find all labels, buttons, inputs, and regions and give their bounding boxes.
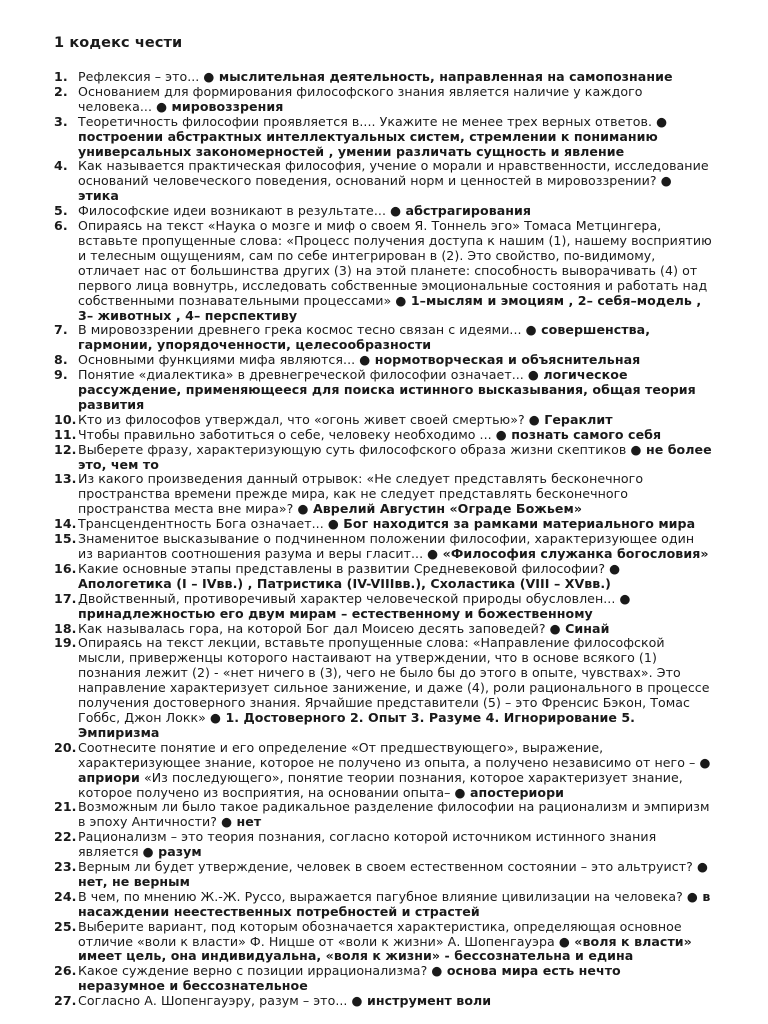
- question-number: 27.: [54, 993, 77, 1009]
- question-item: [54, 592, 712, 622]
- question-number: 7.: [54, 322, 68, 338]
- question-number: 10.: [54, 411, 77, 427]
- question-item: [54, 562, 712, 592]
- question-item: [54, 353, 712, 368]
- answer-text: ● «Философия служанка богословия»: [427, 546, 709, 561]
- question-text: Двойственный, противоречивый характер человеческой природы обусловлен...: [78, 590, 620, 606]
- question-item: [54, 920, 712, 965]
- question-list: [54, 70, 712, 1009]
- question-text: Трансцендентность Бога означает...: [78, 516, 328, 532]
- question-number: 4.: [54, 158, 68, 174]
- question-text: Кто из философов утверждал, что «огонь живет своей смертью»?: [78, 411, 529, 427]
- question-item: [54, 85, 712, 115]
- question-number: 2.: [54, 83, 68, 99]
- question-text: Соотнесите понятие и его определение «От предшествующего», выражение, характеризующее знание, которое не получено из опыта, а получено независимо от него –: [78, 739, 700, 770]
- answer-text: ● познать самого себя: [495, 426, 662, 442]
- question-item: [54, 159, 712, 204]
- answer-text: ● Аврелий Августин «Ограде Божьем»: [297, 501, 582, 517]
- answer-text: ● принадлежностью его двум мирам – естественному и божественному: [78, 590, 631, 621]
- question-item: [54, 413, 712, 428]
- answer-text: ● совершенства, гармонии, упорядоченности, целесообразности: [78, 322, 651, 353]
- question-text: В мировоззрении древнего грека космос тесно связан с идеями...: [78, 322, 526, 338]
- answer-text: ● в насаждении неестественных потребностей и страстей: [78, 888, 711, 919]
- answer-text: ● основа мира есть нечто неразумное и бессознательное: [78, 963, 621, 994]
- question-text: «Из последующего», понятие теории познания, которое характеризует знание, которое получено из восприятия, на основании опыта–: [78, 769, 683, 800]
- question-number: 13.: [54, 471, 77, 487]
- question-text: Чтобы правильно заботиться о себе, человеку необходимо ...: [78, 426, 496, 442]
- question-text: Философские идеи возникают в результате...: [78, 203, 391, 219]
- question-item: [54, 800, 712, 830]
- question-item: [54, 70, 712, 85]
- question-item: [54, 622, 712, 637]
- answer-text: ● априори: [78, 754, 711, 785]
- question-number: 20.: [54, 739, 77, 755]
- answer-text: ● «воля к власти» имеет цель, она индивидуальна, «воля к жизни» - бессознательна и едина: [78, 933, 692, 964]
- answer-text: ● инструмент воли: [351, 993, 492, 1009]
- answer-text: ● Апологетика (I – IVвв.) , Патристика (IV-VIIIвв.), Схоластика (VIII – XVвв.): [78, 560, 621, 591]
- question-item: [54, 517, 712, 532]
- question-item: [54, 532, 712, 562]
- question-text: Знаменитое высказывание о подчиненном положении философии, характеризующее один из вариантов соотношения разума и веры гласит...: [78, 531, 695, 561]
- question-number: 19.: [54, 635, 77, 651]
- question-number: 1.: [54, 69, 68, 84]
- question-item: [54, 443, 712, 473]
- question-text: Основными функциями мифа являются...: [78, 352, 360, 368]
- answer-text: ● мировоззрения: [156, 98, 284, 114]
- question-number: 25.: [54, 918, 77, 934]
- question-text: Теоретичность философии проявляется в.... Укажите не менее трех верных ответов.: [78, 113, 657, 129]
- question-text: Рационализм – это теория познания, согласно которой источником истинного знания является: [78, 829, 657, 860]
- question-item: [54, 472, 712, 517]
- question-text: Опираясь на текст «Наука о мозге и миф о своем Я. Тоннель эго» Томаса Метцингера, вставьте пропущенные слова: «Процесс получения доступа к нашим (1), нашему восприятию и телесным ощущениям, сам по себе интегрирован в (2). Это свойство, по-видимому, отличает нас от большинства других (3) на этой планете: способность выворачивать (4) от первого лица вовнутрь, исследовать собственные эмоциональные состояния и работать над собственными познавательными процессами»: [78, 218, 712, 308]
- answer-text: ● Синай: [549, 620, 610, 636]
- answer-text: ● нет, не верным: [78, 859, 708, 889]
- question-item: [54, 219, 712, 323]
- question-item: [54, 964, 712, 994]
- question-item: [54, 741, 712, 801]
- question-number: 23.: [54, 859, 77, 875]
- answer-text: ● разум: [142, 844, 202, 860]
- question-number: 26.: [54, 963, 77, 979]
- answer-text: ● этика: [78, 173, 672, 204]
- question-item: [54, 830, 712, 860]
- question-text: Выберите вариант, под которым обозначается характеристика, определяющая основное отличие «воли к власти» Ф. Ницше от «воли к жизни» А. Шопенгауэра: [78, 918, 682, 949]
- question-number: 3.: [54, 113, 68, 129]
- question-text: Понятие «диалектика» в древнегреческой философии означает...: [78, 367, 528, 383]
- question-text: Рефлексия – это...: [78, 69, 204, 84]
- question-text: Какие основные этапы представлены в развитии Средневековой философии?: [78, 560, 610, 576]
- answer-text: ● 1. Достоверного 2. Опыт 3. Разуме 4. Игнорирование 5. Эмпиризма: [78, 709, 636, 740]
- answer-text: ● апостериори: [454, 784, 565, 800]
- question-text: Из какого произведения данный отрывок: «Не следует представлять бесконечного пространства времени прежде мира, как не следует представлять бесконечного пространства места вне мира»?: [78, 471, 644, 517]
- question-text: В чем, по мнению Ж.-Ж. Руссо, выражается пагубное влияние цивилизации на человека?: [78, 888, 687, 904]
- answer-text: ● мыслительная деятельность, направленная на самопознание: [203, 69, 673, 84]
- question-item: [54, 368, 712, 413]
- answer-text: ● Бог находится за рамками материального мира: [327, 516, 696, 532]
- question-number: 14.: [54, 516, 77, 532]
- answer-text: ● Гераклит: [528, 411, 613, 427]
- question-text: Как называется практическая философия, учение о морали и нравственности, исследование оснований человеческого поведения, оснований норм и ценностей в мировоззрении?: [78, 158, 709, 189]
- question-number: 11.: [54, 426, 77, 442]
- document-title: 1 кодекс чести: [54, 35, 183, 51]
- question-number: 6.: [54, 218, 68, 234]
- question-number: 17.: [54, 590, 77, 606]
- question-text: Выберете фразу, характеризующую суть философского образа жизни скептиков: [78, 441, 631, 457]
- question-text: Опираясь на текст лекции, вставьте пропущенные слова: «Направление философской мысли, приверженцы которого настаивают на утверждении, что в основе всякого (1) познания лежит (2) - «нет ничего в (3), чего не было бы до этого в опыте, чувствах». Это направление характеризует сильное занижение, и даже (4), роли рационального в процессе получения достоверного знания. Ярчайшие представители (5) – это Френсис Бэкон, Томас Гоббс, Джон Локк»: [78, 635, 710, 725]
- answer-text: ● 1–мыслям и эмоциям , 2– себя–модель , 3– животных , 4– перспективу: [78, 292, 702, 323]
- question-item: [54, 115, 712, 160]
- question-text: Согласно А. Шопенгауэру, разум – это...: [78, 993, 352, 1009]
- question-number: 9.: [54, 367, 68, 383]
- question-item: [54, 890, 712, 920]
- question-text: Как называлась гора, на которой Бог дал Моисею десять заповедей?: [78, 620, 550, 636]
- question-text: Верным ли будет утверждение, человек в своем естественном состоянии – это альтруист?: [78, 859, 697, 875]
- answer-text: ● не более это, чем то: [78, 441, 712, 472]
- question-number: 15.: [54, 531, 77, 547]
- question-text: Основанием для формирования философского знания является наличие у каждого человека...: [78, 83, 643, 114]
- question-number: 12.: [54, 441, 77, 457]
- question-text: Какое суждение верно с позиции иррационализма?: [78, 963, 432, 979]
- answer-text: ● логическое рассуждение, применяющееся для поиска истинного высказывания, общая теория развития: [78, 367, 696, 412]
- question-item: [54, 994, 712, 1009]
- question-item: [54, 204, 712, 219]
- question-text: Возможным ли было такое радикальное разделение философии на рационализм и эмпиризм в эпоху Античности?: [78, 799, 710, 830]
- answer-text: ● абстрагирования: [390, 203, 532, 219]
- question-number: 8.: [54, 352, 68, 368]
- question-item: [54, 636, 712, 740]
- answer-text: ● построении абстрактных интеллектуальных систем, стремлении к пониманию универсальных закономерностей , умении различать сущность и явление: [78, 113, 668, 159]
- question-item: [54, 428, 712, 443]
- question-number: 5.: [54, 203, 68, 219]
- question-number: 21.: [54, 799, 77, 815]
- answer-text: ● нет: [221, 814, 262, 830]
- question-item: [54, 860, 712, 890]
- question-number: 24.: [54, 888, 77, 904]
- question-number: 22.: [54, 829, 77, 845]
- question-number: 18.: [54, 620, 77, 636]
- question-item: [54, 323, 712, 353]
- answer-text: ● нормотворческая и объяснительная: [359, 352, 641, 368]
- question-number: 16.: [54, 560, 77, 576]
